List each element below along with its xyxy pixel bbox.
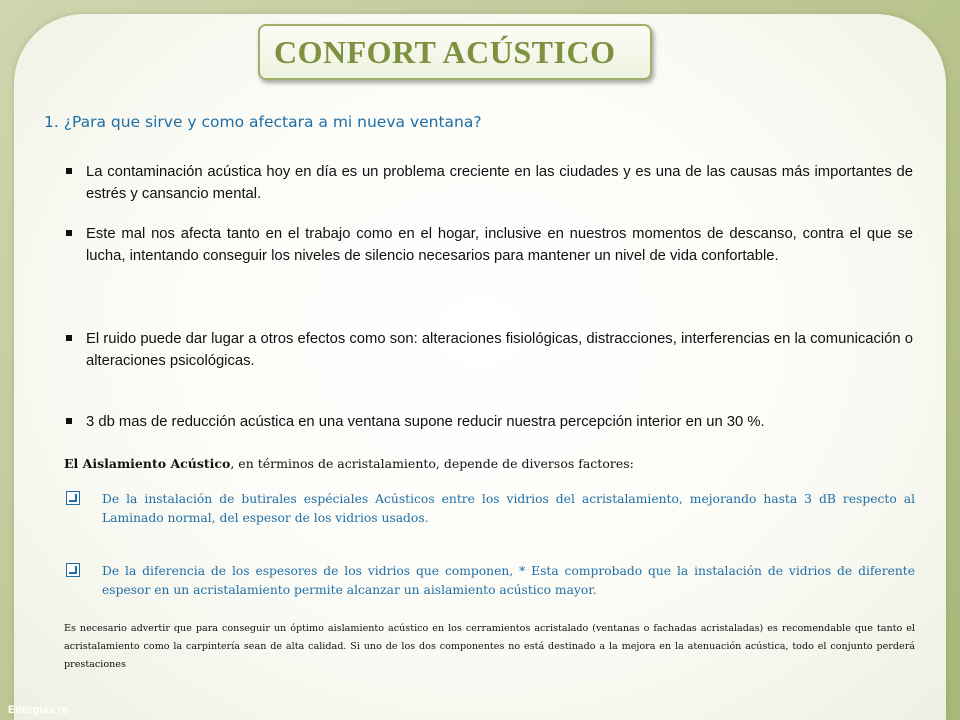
intro-rest: , en términos de acristalamiento, depende de diversos factores:	[230, 456, 634, 471]
bullet-text: La contaminación acústica hoy en día es un problema creciente en las ciudades y es una de las causas más importantes de estrés y cansancio mental.	[86, 164, 913, 202]
square-bullet-icon	[66, 230, 72, 236]
footnote-paragraph: Es necesario advertir que para conseguir un óptimo aislamiento acústico en los cerramientos acristalado (ventanas o fachadas acristaladas) es recomendable que tanto el acristalamiento como la carpintería sean de alta calidad. Si uno de los dos componentes no está destinado a la mejora en la atenuación acústica, todo el conjunto perderá prestaciones	[64, 623, 915, 670]
footer-label: Energías re	[8, 704, 68, 716]
bullet-item	[86, 161, 913, 205]
intro-bold: El Aislamiento Acústico	[64, 456, 231, 471]
section-heading: 1. ¿Para que sirve y como afectara a mi nueva ventana?	[44, 113, 482, 131]
bullet-item	[86, 223, 913, 267]
checklist-item	[102, 562, 915, 600]
square-bullet-icon	[66, 335, 72, 341]
bullet-text: Este mal nos afecta tanto en el trabajo como en el hogar, inclusive en nuestros momentos de descanso, contra el que se lucha, intentando conseguir los niveles de silencio necesarios para mantener un nivel de vida confortable.	[86, 226, 913, 264]
checklist-item	[102, 490, 915, 528]
checklist-text: De la diferencia de los espesores de los vidrios que componen, * Esta comprobado que la instalación de vidrios de diferente espesor en un acristalamiento permite alcanzar un aislamiento acústico mayor.	[102, 564, 915, 597]
intro-line	[64, 456, 924, 471]
square-bullet-icon	[66, 418, 72, 424]
bullet-item	[86, 411, 913, 433]
title-box	[258, 24, 652, 80]
checkbox-bullet-icon	[66, 563, 80, 577]
bullet-item	[86, 328, 913, 372]
checkbox-bullet-icon	[66, 491, 80, 505]
page-title: CONFORT ACÚSTICO	[274, 34, 616, 70]
bullet-text: 3 db mas de reducción acústica en una ventana supone reducir nuestra percepción interior en un 30 %.	[86, 414, 765, 430]
square-bullet-icon	[66, 168, 72, 174]
bullet-text: El ruido puede dar lugar a otros efectos como son: alteraciones fisiológicas, distracciones, interferencias en la comunicación o alteraciones psicológicas.	[86, 331, 913, 369]
checklist-text: De la instalación de butirales espéciales Acústicos entre los vidrios del acristalamiento, mejorando hasta 3 dB respecto al Laminado normal, del espesor de los vidrios usados.	[102, 492, 915, 525]
